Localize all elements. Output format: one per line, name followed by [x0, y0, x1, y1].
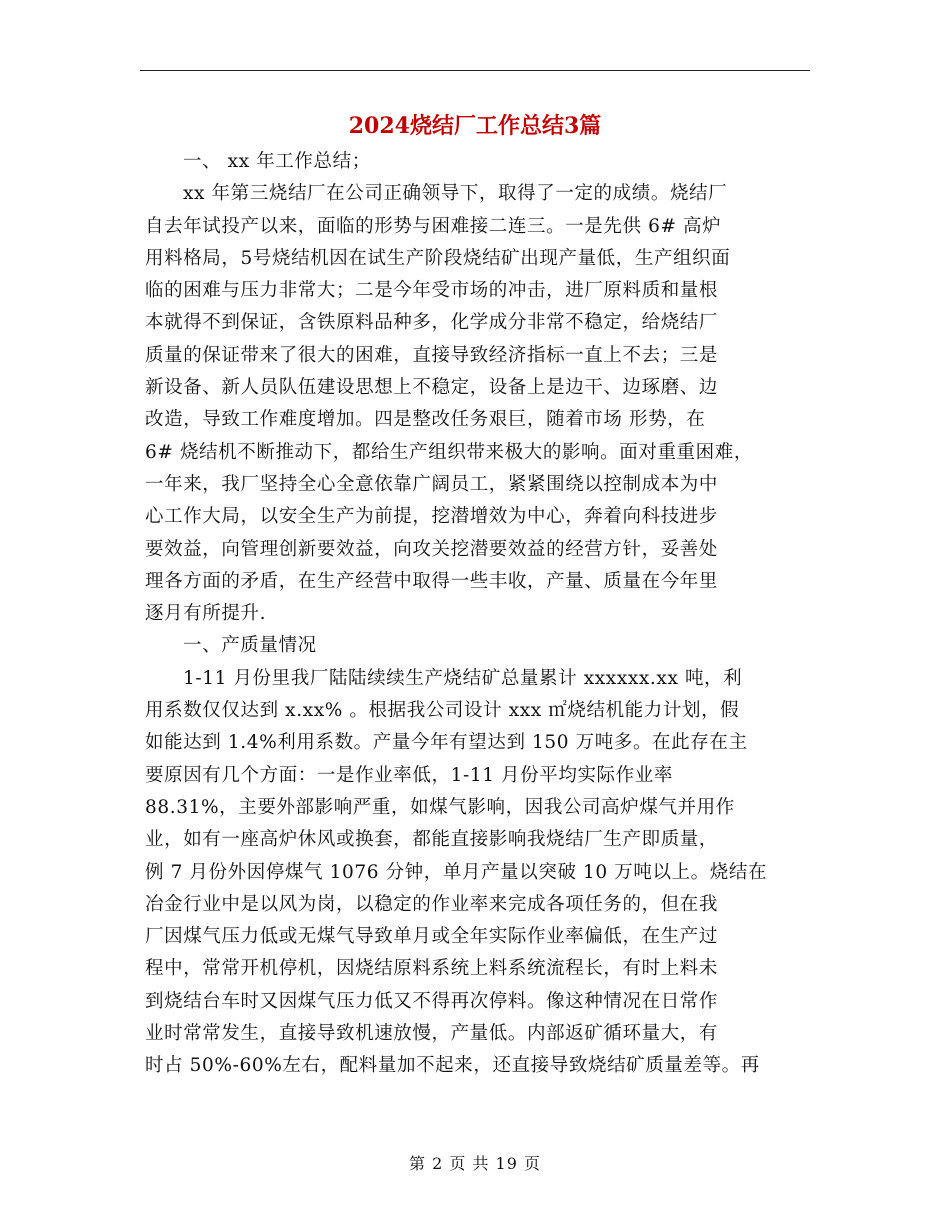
document-body — [145, 146, 825, 1083]
paragraph-line: 本就得不到保证，含铁原料品种多，化学成分非常不稳定，给烧结厂 — [145, 312, 719, 334]
page-number-footer: 第 2 页 共 19 页 — [409, 1154, 541, 1173]
paragraph-line: 一年来，我厂坚持全心全意依靠广阔员工，紧紧围绕以控制成本为中 — [145, 473, 719, 495]
paragraph-line: 6# 烧结机不断推动下，都给生产组织带来极大的影响。面对重重困难， — [145, 441, 753, 463]
paragraph-line: 业，如有一座高炉休风或换套，都能直接影响我烧结厂生产即质量， — [145, 829, 719, 851]
paragraph-line: 要原因有几个方面：一是作业率低，1-11 月份平均实际作业率 — [145, 764, 673, 786]
paragraph-line: 程中，常常开机停机，因烧结原料系统上料系统流程长，有时上料未 — [145, 958, 719, 980]
section-heading: 一、产质量情况 — [183, 635, 317, 657]
paragraph-line: 厂因煤气压力低或无煤气导致单月或全年实际作业率偏低，在生产过 — [145, 926, 719, 948]
paragraph-line: 质量的保证带来了很大的困难，直接导致经济指标一直上不去；三是 — [145, 344, 719, 366]
paragraph-line: 理各方面的矛盾，在生产经营中取得一些丰收，产量、质量在今年里 — [145, 570, 719, 592]
paragraph-line: 自去年试投产以来，面临的形势与困难接二连三。一是先供 6# 高炉 — [145, 215, 722, 237]
paragraph-line: 新设备、新人员队伍建设思想上不稳定，设备上是边干、边琢磨、边 — [145, 377, 719, 399]
paragraph-line: 1-11 月份里我厂陆陆续续生产烧结矿总量累计 xxxxxx.xx 吨，利 — [183, 667, 743, 689]
paragraph-line: 心工作大局，以安全生产为前提，挖潜增效为中心，奔着向科技进步 — [145, 506, 719, 528]
paragraph-line: 要效益，向管理创新要效益，向攻关挖潜要效益的经营方针，妥善处 — [145, 538, 719, 560]
paragraph-line: 88.31%，主要外部影响严重，如煤气影响，因我公司高炉煤气并用作 — [145, 796, 735, 818]
paragraph-line: 如能达到 1.4%利用系数。产量今年有望达到 150 万吨多。在此存在主 — [145, 732, 748, 754]
paragraph-line: 时占 50%-60%左右，配料量加不起来，还直接导致烧结矿质量差等。再 — [145, 1055, 760, 1077]
paragraph-line: 冶金行业中是以风为岗，以稳定的作业率来完成各项任务的，但在我 — [145, 893, 719, 915]
paragraph-line: 临的困难与压力非常大；二是今年受市场的冲击，进厂原料质和量根 — [145, 280, 719, 302]
header-rule — [140, 70, 810, 71]
paragraph-line: 业时常常发生，直接导致机速放慢，产量低。内部返矿循环量大，有 — [145, 1023, 719, 1045]
paragraph-line: 改造，导致工作难度增加。四是整改任务艰巨，随着市场 形势，在 — [145, 409, 706, 431]
paragraph-line: 例 7 月份外因停煤气 1076 分钟，单月产量以突破 10 万吨以上。烧结在 — [145, 861, 768, 883]
paragraph-line: 逐月有所提升. — [145, 603, 267, 625]
section-heading: 一、 xx 年工作总结； — [183, 151, 371, 172]
paragraph-line: 用料格局，5号烧结机因在试生产阶段烧结矿出现产量低，生产组织面 — [145, 247, 731, 269]
paragraph-line: 到烧结台车时又因煤气压力低又不得再次停料。像这种情况在日常作 — [145, 990, 719, 1012]
paragraph-line: xx 年第三烧结厂在公司正确领导下，取得了一定的成绩。烧结厂 — [183, 183, 728, 205]
document-title: 2024烧结厂工作总结3篇 — [348, 113, 602, 139]
paragraph-line: 用系数仅仅达到 x.xx% 。根据我公司设计 xxx ㎡烧结机能力计划，假 — [145, 700, 740, 722]
